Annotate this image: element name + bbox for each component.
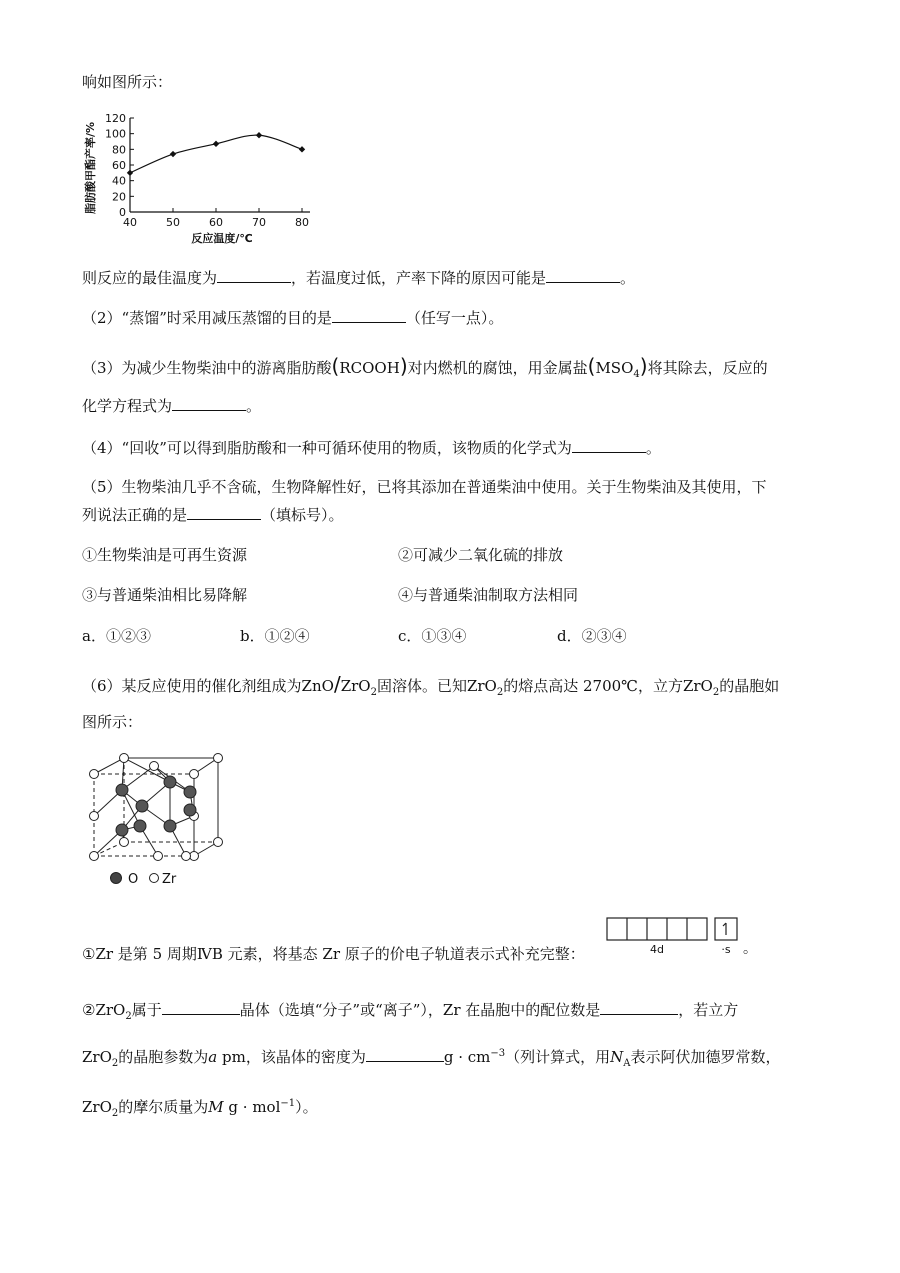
y-axis-label: 脂肪酸甲酯产率/% [84, 121, 97, 215]
formula-rcooh: RCOOH [339, 359, 400, 377]
legend-o-label: O [128, 872, 139, 887]
sub2-line-2: ZrO$_2$的晶胞参数为a pm，该晶体的密度为 $g \cdot cm^{-3}$（列计算式，用$N_A$表示阿伏加德罗常数， [82, 1048, 781, 1069]
yield-temperature-chart [82, 108, 322, 248]
legend-zr-swatch [150, 874, 159, 883]
q3-text-a: （3）为减少生物柴油中的游离脂肪酸 [82, 359, 332, 377]
answer-blank-coordination[interactable] [600, 1000, 678, 1015]
q5-text-b: 列说法正确的是 [82, 506, 188, 524]
q5-choice-c[interactable]: c．①③④ [398, 627, 467, 645]
formula-zno-zro2: ZnO/ZrO$_2$ [301, 672, 377, 698]
q1-text-b: ，若温度过低，产率下降的原因可能是 [291, 269, 547, 287]
formula-mso4: $MSO_4$ [595, 359, 640, 380]
q6-line-2: 图所示： [82, 713, 143, 731]
y-tick-label: 60 [112, 159, 126, 172]
q5-choice-b[interactable]: b．①②④ [240, 627, 310, 645]
answer-blank-reason[interactable] [546, 268, 620, 283]
intro-text: 响如图所示： [82, 73, 173, 91]
q3-line-2 [82, 396, 261, 416]
x-axis-label: 反应温度/℃ [191, 232, 253, 245]
data-point [170, 151, 176, 157]
sub1-line: ①Zr 是第 5 周期ⅣB 元素，将基态 Zr 原子的价电子轨道表示式补充完整： [82, 945, 585, 963]
q2-text-b: （任写一点）。 [405, 309, 504, 327]
formula-zro2-b: ZrO$_2$ [682, 677, 720, 698]
q1-line [82, 268, 635, 288]
q5-text-c: （填标号）。 [261, 506, 344, 524]
q6-text-b: 固溶体。已知 [376, 677, 467, 695]
y-tick-label: 120 [105, 112, 126, 125]
x-tick-label: 80 [295, 216, 309, 229]
q4-line [82, 438, 661, 458]
q6-line-1 [82, 674, 779, 703]
density-unit: $g \cdot cm^{-3}$ [443, 1048, 506, 1066]
orbital-4d-label: 4d [650, 943, 664, 956]
zro2-unit-cell-diagram [82, 752, 232, 892]
orbital-5s-label: ·s [721, 943, 731, 956]
q5-line-1: （5）生物柴油几乎不含硫，生物降解性好，已将其添加在普通柴油中使用。关于生物柴油及其使用，下 [82, 478, 767, 496]
x-tick-label: 50 [166, 216, 180, 229]
q3-line: （3）为减少生物柴油中的游离脂肪酸(RCOOH)对内燃机的腐蚀，用金属盐$(MSO_4)$将其除去，反应的 [82, 354, 768, 380]
formula-zro2-c: ZrO$_2$ [95, 1001, 132, 1022]
formula-zro2-e: ZrO$_2$ [82, 1098, 119, 1119]
q5-choice-a[interactable]: a．①②③ [82, 627, 151, 645]
q3-text-e: 。 [246, 397, 262, 415]
y-tick-label: 20 [112, 190, 126, 204]
q6-text-d: 的晶胞如 [719, 677, 780, 695]
data-point [299, 146, 305, 152]
data-point [127, 170, 133, 176]
q5-statement-3: ③与普通柴油相比易降解 [82, 586, 248, 604]
formula-zro2-d: ZrO$_2$ [82, 1048, 119, 1069]
answer-blank-temperature[interactable] [217, 268, 291, 283]
q4-text-b: 。 [645, 439, 661, 457]
data-point [213, 141, 219, 147]
q5-statement-1: ①生物柴油是可再生资源 [82, 546, 248, 564]
answer-blank-crystal-type[interactable] [162, 1000, 240, 1015]
x-tick-label: 40 [123, 216, 137, 229]
molar-mass-unit: g · mol$^{-1}$ [223, 1098, 296, 1116]
q6-text-c: 的熔点高达 2700℃，立方 [503, 677, 683, 695]
q3-text-b: 对内燃机的腐蚀，用金属盐 [407, 359, 588, 377]
formula-zro2-a: ZrO$_2$ [466, 677, 504, 698]
q4-text-a: （4）“回收”可以得到脂肪酸和一种可循环使用的物质，该物质的化学式为 [82, 439, 572, 457]
x-tick-label: 70 [252, 216, 266, 229]
answer-blank-q4[interactable] [572, 438, 646, 453]
chart-axes [130, 118, 310, 212]
q3-text-d: 化学方程式为 [82, 397, 173, 415]
answer-blank-q5[interactable] [187, 505, 261, 520]
answer-blank-q3[interactable] [172, 396, 246, 411]
q5-line-2 [82, 505, 344, 525]
orbital-diagram[interactable] [605, 915, 755, 963]
q6-text-a: （6）某反应使用的催化剂组成为 [82, 677, 302, 695]
y-tick-label: 80 [112, 143, 126, 157]
x-tick-label: 60 [209, 216, 223, 229]
sub2-line-1: ②ZrO$_2$属于 晶体（选填“分子”或“离子”），Zr 在晶胞中的配位数是 ，若立方 [82, 1001, 739, 1022]
q2-line [82, 308, 503, 328]
answer-blank-density[interactable] [366, 1047, 444, 1062]
legend-o-swatch [111, 873, 122, 884]
answer-blank-q2[interactable] [332, 308, 406, 323]
q2-text-a: （2）“蒸馏”时采用减压蒸馏的目的是 [82, 309, 332, 327]
q5-statement-4: ④与普通柴油制取方法相同 [398, 586, 579, 604]
q5-choice-d[interactable]: d．②③④ [557, 627, 627, 645]
data-point [256, 132, 262, 138]
y-tick-label: 40 [112, 174, 126, 188]
q3-text-c: 将其除去，反应的 [647, 359, 768, 377]
q1-text-c: 。 [620, 269, 636, 287]
q1-text-a: 则反应的最佳温度为 [82, 269, 218, 287]
orbital-end-mark: 。 [743, 941, 757, 957]
q5-statement-2: ②可减少二氧化硫的排放 [398, 546, 564, 564]
y-tick-label: 0 [119, 206, 126, 219]
y-tick-label: 100 [105, 127, 126, 141]
sub2-line-3: ZrO$_2$的摩尔质量为M g · mol$^{-1}$）。 [82, 1098, 318, 1119]
legend-zr-label: Zr [162, 872, 177, 887]
chart-series [127, 132, 305, 176]
